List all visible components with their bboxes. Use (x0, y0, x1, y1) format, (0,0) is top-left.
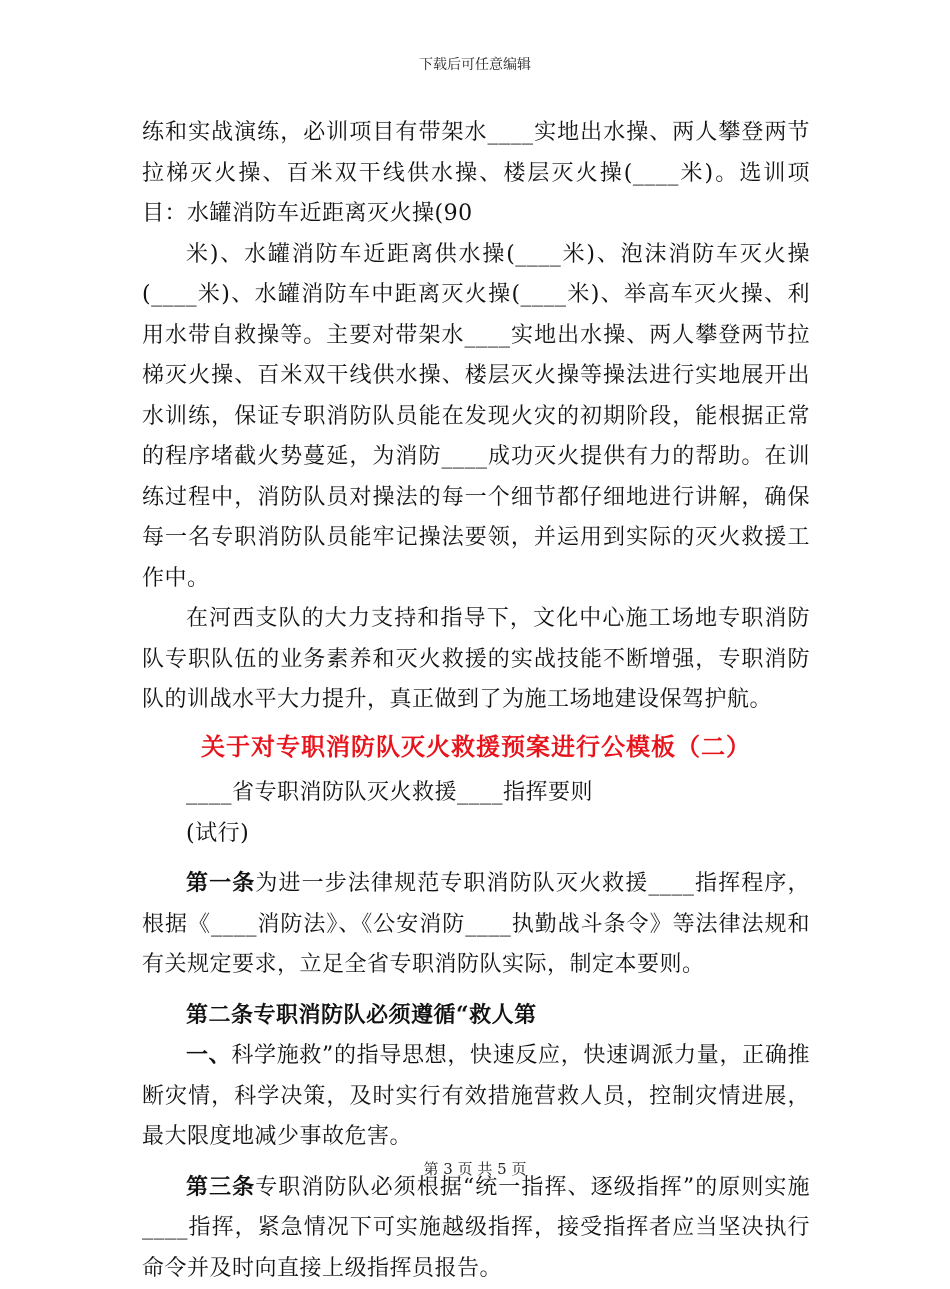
item-1 (142, 1035, 810, 1158)
page-footer: 第 3 页 共 5 页 (0, 1158, 950, 1179)
paragraph-training-1: 练和实战演练，必训项目有带架水____实地出水操、两人攀登两节拉梯灭火操、百米双干线供水操、楼层灭火操(____米)。选训项目：水罐消防车近距离灭火操(90 (142, 113, 810, 235)
item-1-text: 科学施救”的指导思想，快速反应，快速调派力量，正确推断灾情，科学决策，及时实行有效措施营救人员，控制灾情进展，最大限度地减少事故危害。 (142, 1043, 810, 1149)
article-3-text: 专职消防队必须根据“统一指挥、逐级指挥”的原则实施____指挥，紧急情况下可实施越级指挥，接受指挥者应当坚决执行命令并及时向直接上级指挥员报告。 (142, 1175, 810, 1281)
page-header: 下载后可任意编辑 (0, 54, 950, 74)
article-3 (142, 1167, 810, 1289)
document-title: 关于对专职消防队灭火救援预案进行公模板（二） (142, 727, 810, 768)
trial-note: (试行) (142, 814, 810, 855)
article-3-label: 第三条 (186, 1174, 255, 1200)
article-1-label: 第一条 (186, 870, 255, 896)
spacer (142, 986, 810, 995)
section-heading: ____省专职消防队灭火救援____指挥要则 (142, 773, 810, 814)
item-1-label: 一、 (186, 1042, 231, 1068)
document-body (142, 113, 810, 1289)
spacer (142, 854, 810, 863)
article-1 (142, 863, 810, 986)
article-1-text: 为进一步法律规范专职消防队灭火救援____指挥程序，根据《____消防法》、《公安消防____执勤战斗条令》等法律法规和有关规定要求，立足全省专职消防队实际，制定本要则。 (142, 871, 810, 977)
article-2: 第二条专职消防队必须遵循“救人第 (142, 995, 810, 1036)
paragraph-training-2: 米)、水罐消防车近距离供水操(____米)、泡沫消防车灭火操(____米)、水罐消防车中距离灭火操(____米)、举高车灭火操、利用水带自救操等。主要对带架水____实地出水操、两人攀登两节拉梯灭火操、百米双干线供水操、楼层灭火操等操法进行实地展开出水训练，保证专职消防队员能在发现火灾的初期阶段，能根据正常的程序堵截火势蔓延，为消防____成功灭火提供有力的帮助。在训练过程中，消防队员对操法的每一个细节都仔细地进行讲解，确保每一名专职消防队员能牢记操法要领，并运用到实际的灭火救援工作中。 (142, 235, 810, 600)
paragraph-conclusion: 在河西支队的大力支持和指导下，文化中心施工场地专职消防队专职队伍的业务素养和灭火救援的实战技能不断增强，专职消防队的训战水平大力提升，真正做到了为施工场地建设保驾护航。 (142, 599, 810, 721)
